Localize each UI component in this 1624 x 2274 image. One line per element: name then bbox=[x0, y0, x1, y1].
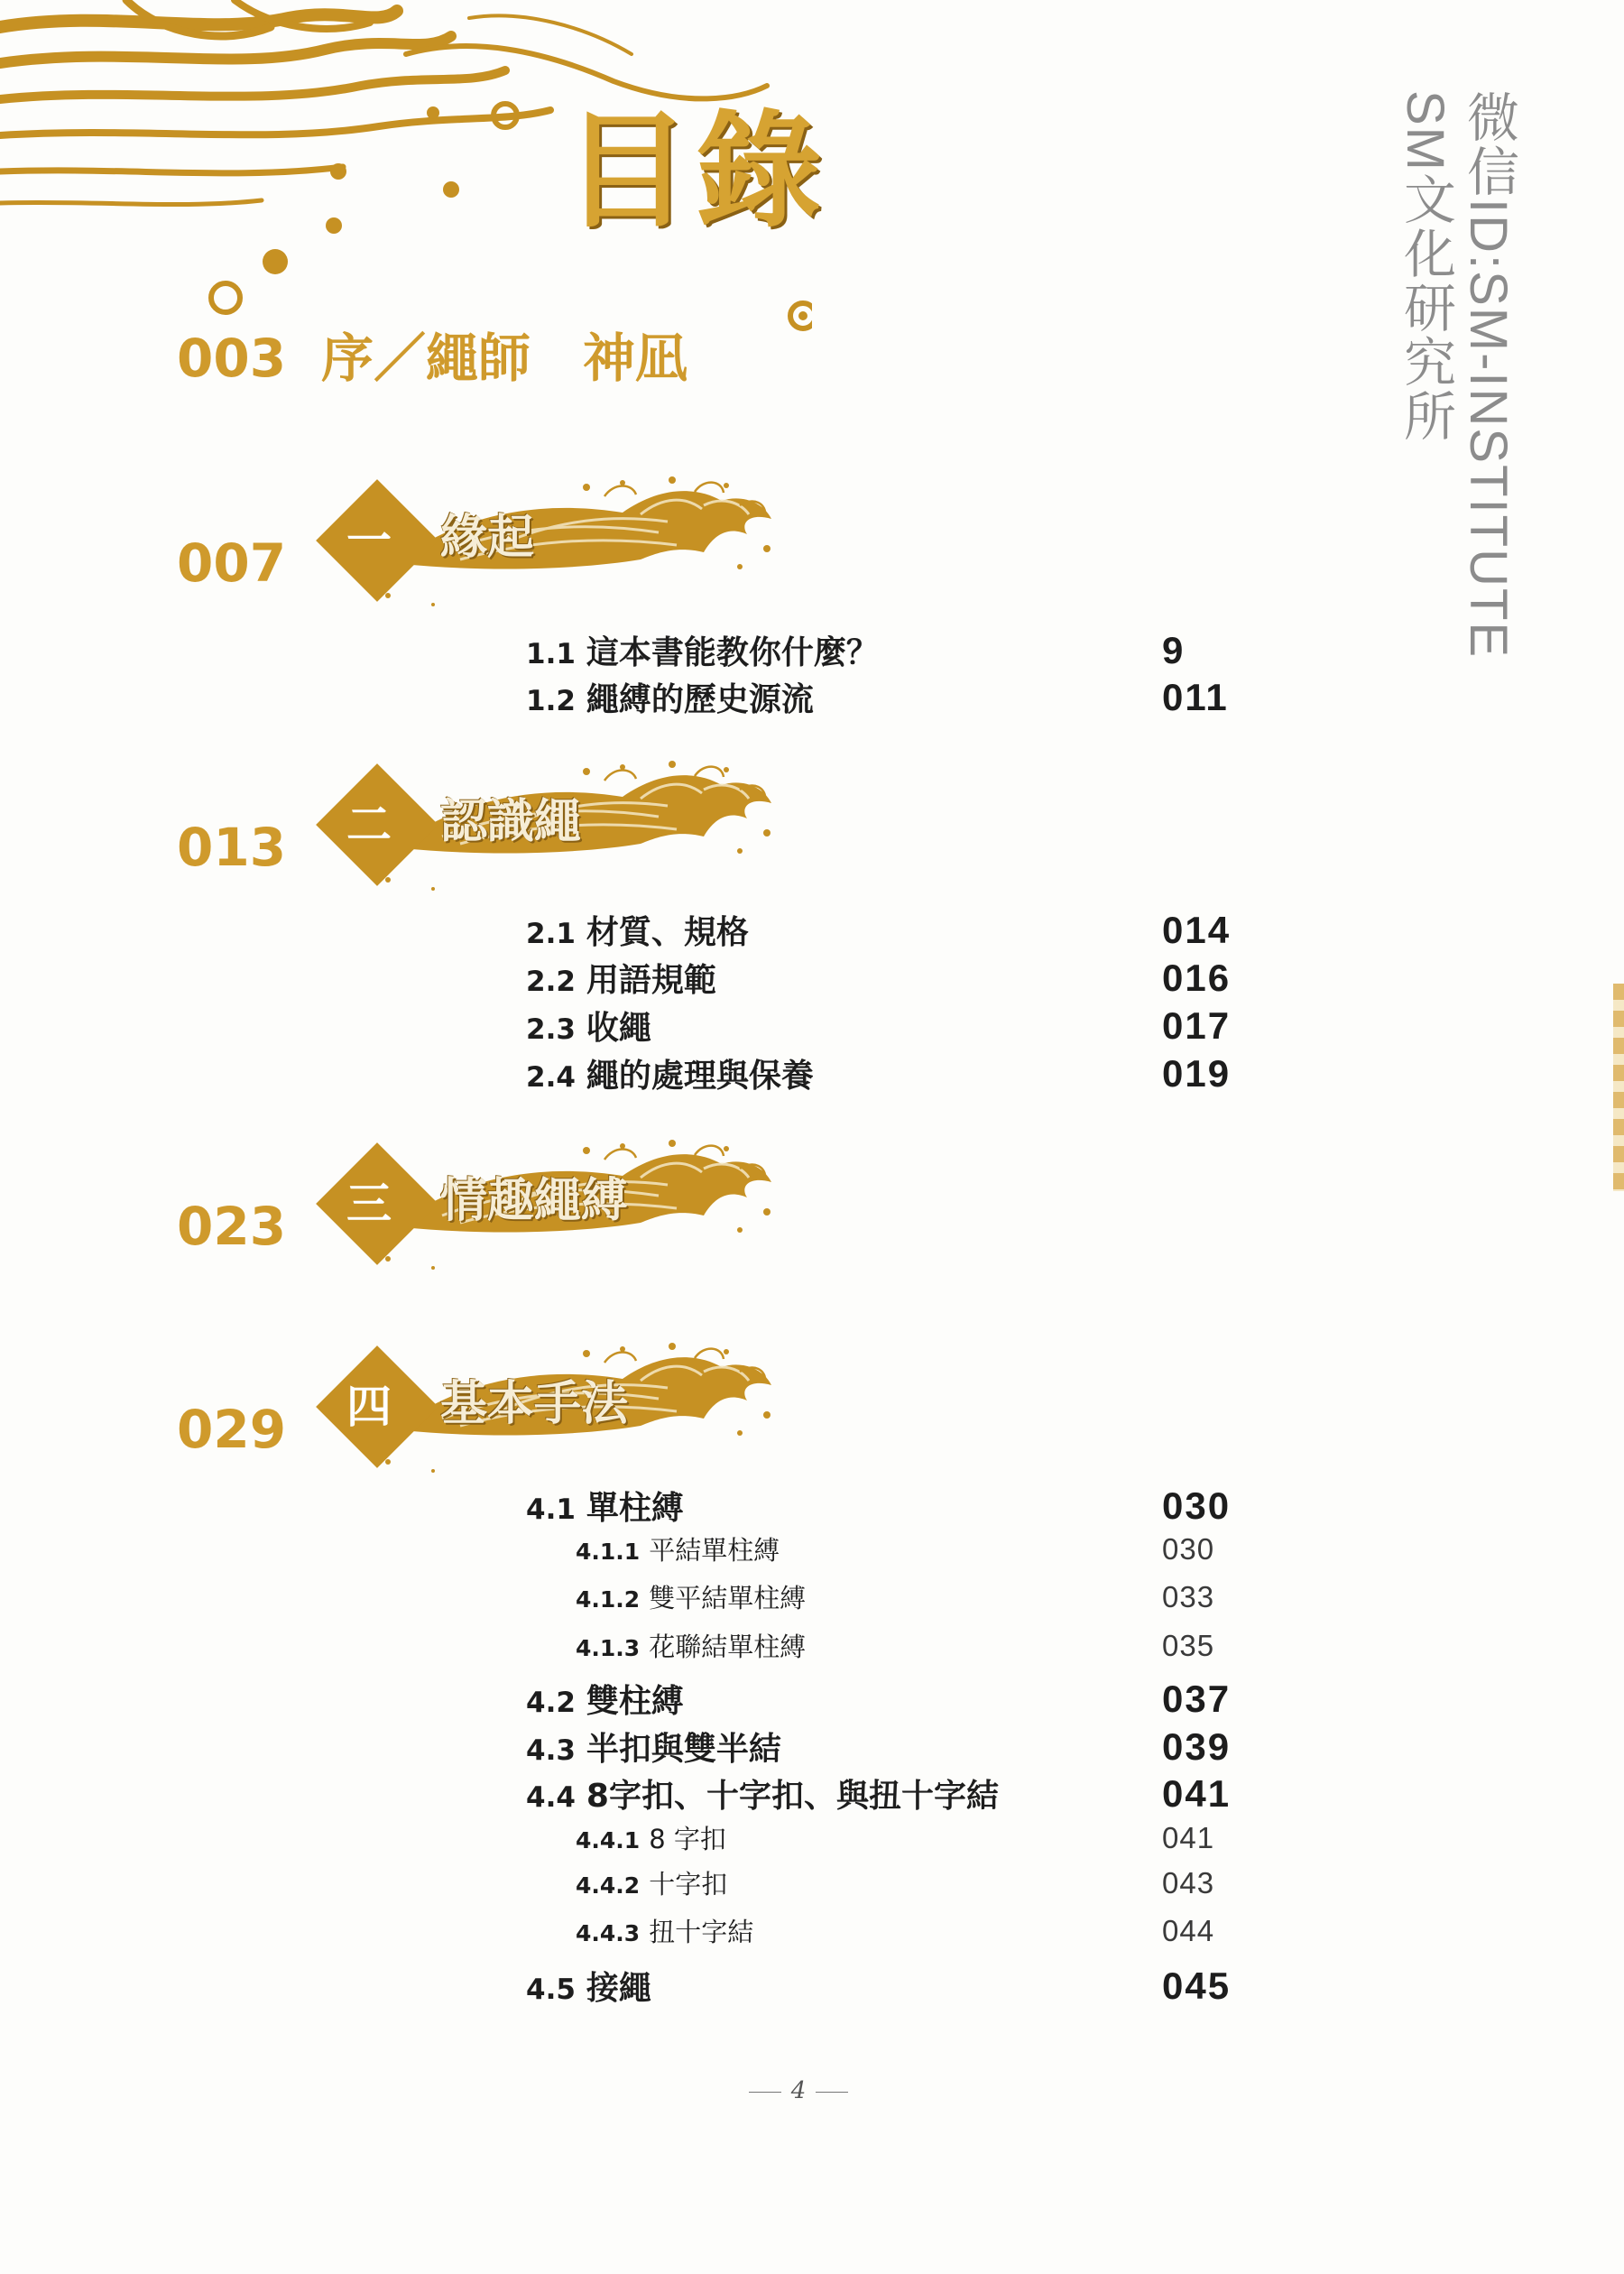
entry-label: 材質、規格 bbox=[586, 914, 749, 951]
entry-label: 用語規範 bbox=[586, 962, 716, 999]
entry-page: 041 bbox=[1162, 1772, 1232, 1815]
chapter-title: 緣起 bbox=[440, 511, 535, 565]
entry-label: 平結單柱縛 bbox=[649, 1535, 780, 1566]
entry-label: 十字扣 bbox=[649, 1869, 728, 1900]
toc-entry[interactable] bbox=[526, 1680, 1234, 1718]
entry-label: 半扣與雙半結 bbox=[586, 1731, 781, 1768]
toc-entry[interactable] bbox=[576, 1631, 1234, 1660]
entry-label: 8 字扣 bbox=[649, 1824, 726, 1854]
entry-page: 9 bbox=[1162, 629, 1186, 671]
chapter-banner bbox=[316, 753, 785, 898]
entry-number: 4.3 bbox=[526, 1734, 576, 1767]
entry-number: 4.4.3 bbox=[576, 1920, 641, 1946]
entry-label: 收繩 bbox=[586, 1010, 651, 1047]
entry-label: 雙平結單柱縛 bbox=[649, 1583, 807, 1613]
toc-entry[interactable] bbox=[526, 959, 1234, 997]
entry-label: 繩的處理與保養 bbox=[586, 1058, 814, 1095]
entry-page: 030 bbox=[1162, 1484, 1232, 1527]
entry-label: 繩縛的歷史源流 bbox=[586, 681, 814, 718]
chapter-banner bbox=[316, 1132, 785, 1277]
entry-number: 4.1 bbox=[526, 1493, 576, 1526]
toc-entry[interactable] bbox=[526, 1964, 1234, 2007]
entry-number: 1.2 bbox=[526, 685, 576, 717]
page-number: 4 bbox=[749, 2077, 848, 2104]
chapter-page: 023 bbox=[177, 1196, 287, 1257]
entry-page: 019 bbox=[1162, 1052, 1232, 1095]
toc-entry[interactable] bbox=[526, 1772, 1234, 1815]
entry-number: 1.1 bbox=[526, 638, 576, 670]
chapter-number-mark: 四 bbox=[346, 1381, 392, 1433]
entry-number: 2.2 bbox=[526, 966, 576, 998]
toc-entry[interactable] bbox=[576, 1534, 1234, 1564]
entry-page: 016 bbox=[1162, 957, 1232, 999]
entry-number: 4.1.2 bbox=[576, 1586, 641, 1613]
chapter-banner bbox=[316, 469, 785, 614]
entry-label: 這本書能教你什麼？ bbox=[586, 634, 879, 671]
toc-entry[interactable] bbox=[526, 1725, 1234, 1768]
toc-entry[interactable] bbox=[526, 1484, 1234, 1527]
toc-entry[interactable] bbox=[526, 911, 1234, 949]
entry-number: 4.2 bbox=[526, 1687, 576, 1719]
chapter-title: 認識繩 bbox=[440, 795, 582, 849]
entry-label: 扭十字結 bbox=[649, 1917, 754, 1947]
chapter-number-mark: 二 bbox=[346, 799, 392, 851]
entry-page: 037 bbox=[1162, 1678, 1232, 1720]
entry-page: 011 bbox=[1162, 676, 1229, 718]
page-edge-decoration bbox=[1613, 984, 1624, 1191]
entry-label: 8字扣、十字扣、與扭十字結 bbox=[586, 1778, 999, 1815]
preface-title: 序／繩師 神凪 bbox=[321, 328, 688, 389]
entry-number: 4.5 bbox=[526, 1974, 576, 2006]
watermark-line-1: 微信ID:SM-INSTITUTE bbox=[1459, 90, 1518, 660]
entry-number: 4.4.2 bbox=[576, 1872, 641, 1899]
entry-page: 030 bbox=[1162, 1532, 1215, 1566]
entry-page: 033 bbox=[1162, 1580, 1215, 1613]
entry-page: 014 bbox=[1162, 909, 1232, 951]
chapter-number-mark: 三 bbox=[346, 1178, 392, 1230]
entry-number: 2.4 bbox=[526, 1061, 576, 1094]
entry-page: 043 bbox=[1162, 1866, 1215, 1900]
entry-number: 4.1.3 bbox=[576, 1635, 641, 1661]
toc-entry[interactable] bbox=[576, 1916, 1234, 1946]
toc-entry[interactable] bbox=[526, 1052, 1234, 1095]
entry-number: 2.1 bbox=[526, 918, 576, 950]
toc-entry[interactable] bbox=[576, 1582, 1234, 1612]
entry-page: 044 bbox=[1162, 1914, 1215, 1947]
toc-entry[interactable] bbox=[526, 676, 1234, 718]
entry-label: 接繩 bbox=[586, 1970, 651, 2007]
toc-entry[interactable] bbox=[576, 1868, 1234, 1898]
entry-number: 4.4.1 bbox=[576, 1827, 641, 1853]
entry-number: 2.3 bbox=[526, 1013, 576, 1046]
chapter-page: 029 bbox=[177, 1399, 287, 1460]
entry-page: 041 bbox=[1162, 1821, 1215, 1854]
chapter-title: 基本手法 bbox=[440, 1377, 629, 1431]
entry-label: 單柱縛 bbox=[586, 1490, 684, 1527]
entry-page: 035 bbox=[1162, 1629, 1215, 1662]
chapter-banner bbox=[316, 1336, 785, 1480]
preface-page: 003 bbox=[177, 328, 287, 389]
entry-number: 4.4 bbox=[526, 1781, 576, 1814]
page-title: 目錄 bbox=[564, 97, 828, 245]
entry-label: 雙柱縛 bbox=[586, 1683, 684, 1720]
toc-entry[interactable] bbox=[526, 629, 1234, 671]
entry-label: 花聯結單柱縛 bbox=[649, 1632, 807, 1662]
entry-page: 045 bbox=[1162, 1964, 1232, 2007]
chapter-title: 情趣繩縛 bbox=[440, 1174, 629, 1228]
entry-page: 039 bbox=[1162, 1725, 1232, 1768]
chapter-page: 007 bbox=[177, 532, 287, 594]
entry-page: 017 bbox=[1162, 1004, 1232, 1047]
toc-entry[interactable] bbox=[526, 1004, 1234, 1047]
watermark-line-2: SM文化研究所 bbox=[1396, 90, 1454, 443]
chapter-page: 013 bbox=[177, 817, 287, 878]
entry-number: 4.1.1 bbox=[576, 1539, 641, 1565]
toc-entry[interactable] bbox=[576, 1823, 1234, 1853]
chapter-number-mark: 一 bbox=[346, 514, 392, 567]
